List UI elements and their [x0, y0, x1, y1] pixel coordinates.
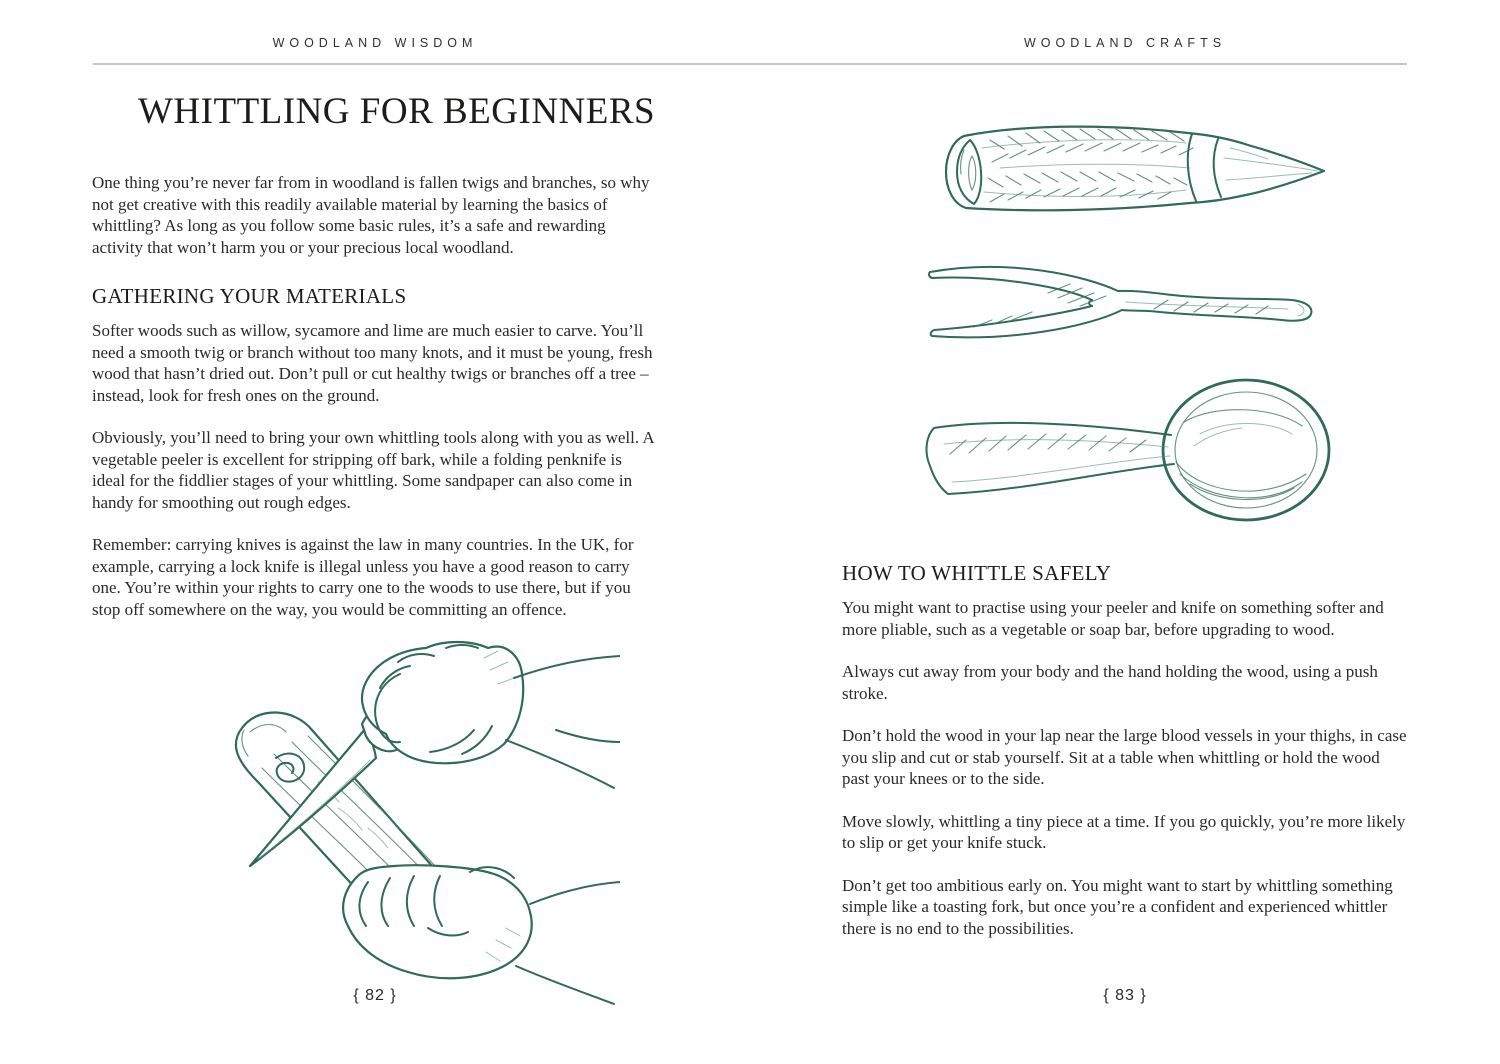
section-heading-gathering-materials: GATHERING YOUR MATERIALS: [92, 284, 407, 308]
page-number-left: { 82 }: [353, 987, 397, 1004]
whittling-hands-illustration: [218, 636, 620, 1010]
paragraph-blood-vessels: Don’t hold the wood in your lap near the large blood vessels in your thighs, in case you slip and cut or stab yourself. Sit at a table when whittling or hold the wood past your knees or to the side.: [842, 726, 1407, 788]
running-header-right: WOODLAND CRAFTS: [1023, 36, 1227, 50]
paragraph-cut-away: Always cut away from your body and the hand holding the wood, using a push stroke.: [842, 662, 1378, 703]
page-number-right: { 83 }: [1103, 987, 1147, 1004]
paragraph-knife-law: Remember: carrying knives is against the law in many countries. In the UK, for example, carrying a lock knife is illegal unless you have a good reason to carry one. You’re within your rights to carry one to the woods to use there, but if you stop off somewhere on the way, you would be committing an offence.: [92, 535, 634, 619]
right-text-column: [842, 561, 1407, 960]
paragraph-move-slowly: Move slowly, whittling a tiny piece at a time. If you go quickly, you’re more likely to slip or get your knife stuck.: [842, 811, 1406, 852]
running-header-left: WOODLAND WISDOM: [272, 36, 478, 50]
toasting-fork-illustration: [920, 250, 1320, 354]
paragraph-softer-woods: Softer woods such as willow, sycamore and lime are much easier to carve. You’ll need a smooth twig or branch without too many knots, and it must be young, fresh wood that hasn’t dried out. Don’t pull or cut healthy twigs or branches off a tree – instead, look for fresh ones on the ground.: [92, 321, 653, 405]
header-rule: [93, 63, 1407, 65]
paragraph-practise: You might want to practise using your peeler and knife on something softer and more pliable, such as a vegetable or soap bar, before upgrading to wood.: [842, 598, 1384, 639]
section-heading-whittle-safely: HOW TO WHITTLE SAFELY: [842, 561, 1112, 585]
chapter-title: WHITTLING FOR BEGINNERS: [138, 91, 656, 132]
intro-paragraph: One thing you’re never far from in woodland is fallen twigs and branches, so why not get creative with this readily available material by learning the basics of whittling? As long as you follow some basic rules, it’s a safe and rewarding activity that won’t harm you or your precious local woodland.: [92, 173, 650, 257]
paragraph-whittling-tools: Obviously, you’ll need to bring your own whittling tools along with you as well. A vegetable peeler is excellent for stripping off bark, while a folding penknife is ideal for the fiddlier stages of your whittling. Some sandpaper can also come in handy for smoothing out rough edges.: [92, 428, 654, 512]
paragraph-ambition: Don’t get too ambitious early on. You might want to start by whittling something simple like a toasting fork, but once you’re a confident and experienced whittler there is no end to the possibilities.: [842, 875, 1393, 938]
whittled-stick-illustration: [930, 110, 1335, 230]
left-text-column: [92, 92, 657, 641]
carved-spoon-illustration: [918, 374, 1333, 526]
